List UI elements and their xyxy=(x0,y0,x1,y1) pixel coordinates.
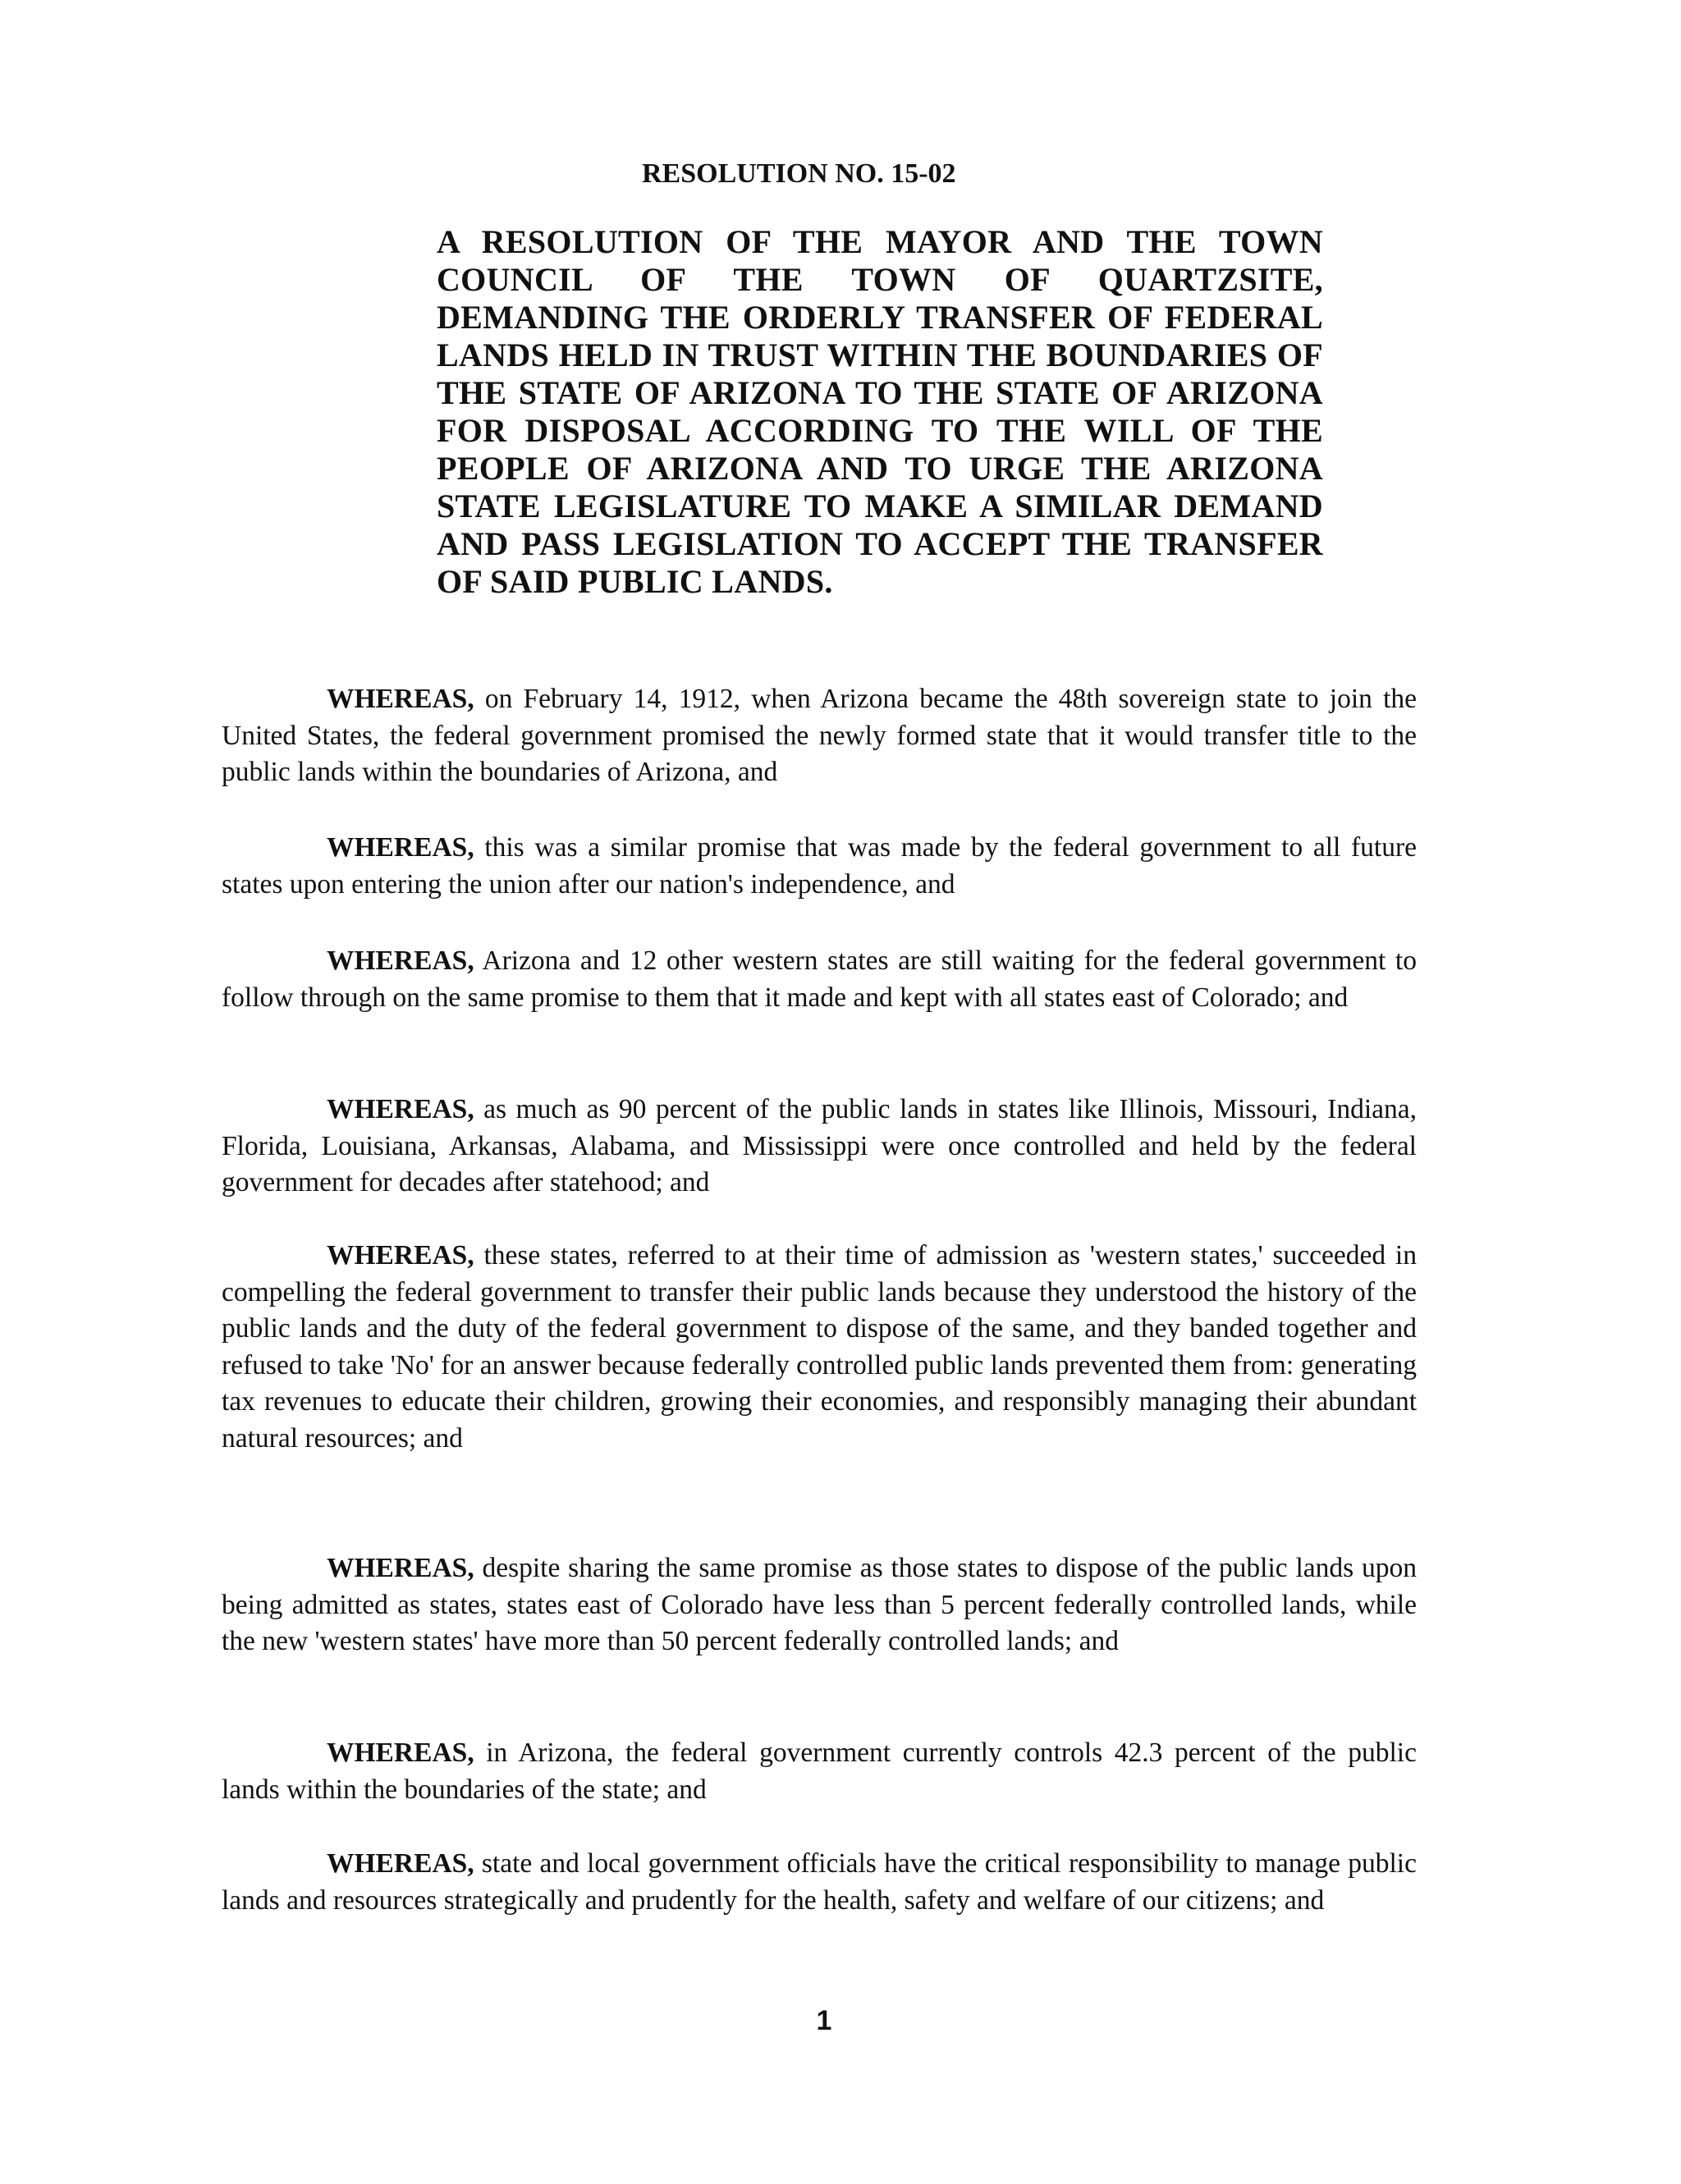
whereas-clause-8 xyxy=(222,1846,1417,1919)
whereas-clause-6 xyxy=(222,1550,1417,1660)
whereas-lead: WHEREAS, xyxy=(327,945,474,976)
whereas-clause-4 xyxy=(222,1092,1417,1202)
whereas-text: despite sharing the same promise as those states to dispose of the public lands upon being admitted as states, states east of Colorado have less than 5 percent federally controlled lands, while the new 'western states' have more than 50 percent federally controlled lands; and xyxy=(222,1553,1417,1656)
whereas-clause-1 xyxy=(222,681,1417,791)
whereas-text: in Arizona, the federal government currently controls 42.3 percent of the public lands within the boundaries of the state; and xyxy=(222,1738,1417,1805)
whereas-text: as much as 90 percent of the public lands in states like Illinois, Missouri, Indiana, Florida, Louisiana, Arkansas, Alabama, and Mississippi were once controlled and held by the federal government for decades after statehood; and xyxy=(222,1094,1417,1197)
whereas-lead: WHEREAS, xyxy=(327,1094,474,1124)
whereas-text: this was a similar promise that was made by the federal government to all future states upon entering the union after our nation's independence, and xyxy=(222,832,1417,900)
whereas-clause-7 xyxy=(222,1735,1417,1808)
whereas-lead: WHEREAS, xyxy=(327,1553,474,1583)
whereas-lead: WHEREAS, xyxy=(327,1240,474,1271)
resolution-number: RESOLUTION NO. 15-02 xyxy=(642,158,956,189)
whereas-clause-5 xyxy=(222,1238,1417,1457)
whereas-lead: WHEREAS, xyxy=(327,1738,474,1768)
whereas-text: Arizona and 12 other western states are still waiting for the federal government to follow through on the same promise to them that it made and kept with all states east of Colorado; and xyxy=(222,945,1417,1013)
whereas-clause-3 xyxy=(222,943,1417,1016)
resolution-title: A RESOLUTION OF THE MAYOR AND THE TOWN COUNCIL OF THE TOWN OF QUARTZSITE, DEMANDING THE ORDERLY TRANSFER OF FEDERAL LANDS HELD IN TRUST WITHIN THE BOUNDARIES OF THE STATE OF ARIZONA TO THE STATE OF ARIZONA FOR DISPOSAL ACCORDING TO THE WILL OF THE PEOPLE OF ARIZONA AND TO URGE THE ARIZONA STATE LEGISLATURE TO MAKE A SIMILAR DEMAND AND PASS LEGISLATION TO ACCEPT THE TRANSFER OF SAID PUBLIC LANDS. xyxy=(437,223,1323,600)
whereas-lead: WHEREAS, xyxy=(327,1848,474,1879)
whereas-text: on February 14, 1912, when Arizona became the 48th sovereign state to join the United States, the federal government promised the newly formed state that it would transfer title to the public lands within the boundaries of Arizona, and xyxy=(222,684,1417,787)
whereas-text: these states, referred to at their time of admission as 'western states,' succeeded in compelling the federal government to transfer their public lands because they understood the history of the public lands and the duty of the federal government to dispose of the same, and they banded together and refused to take 'No' for an answer because federally controlled public lands prevented them from: generating tax revenues to educate their children, growing their economies, and responsibly managing their abundant natural resources; and xyxy=(222,1240,1417,1454)
whereas-lead: WHEREAS, xyxy=(327,684,474,714)
page-number: 1 xyxy=(816,2005,832,2036)
whereas-clause-2 xyxy=(222,830,1417,903)
whereas-text: state and local government officials have the critical responsibility to manage public lands and resources strategically and prudently for the health, safety and welfare of our citizens; and xyxy=(222,1848,1417,1916)
whereas-lead: WHEREAS, xyxy=(327,832,474,863)
